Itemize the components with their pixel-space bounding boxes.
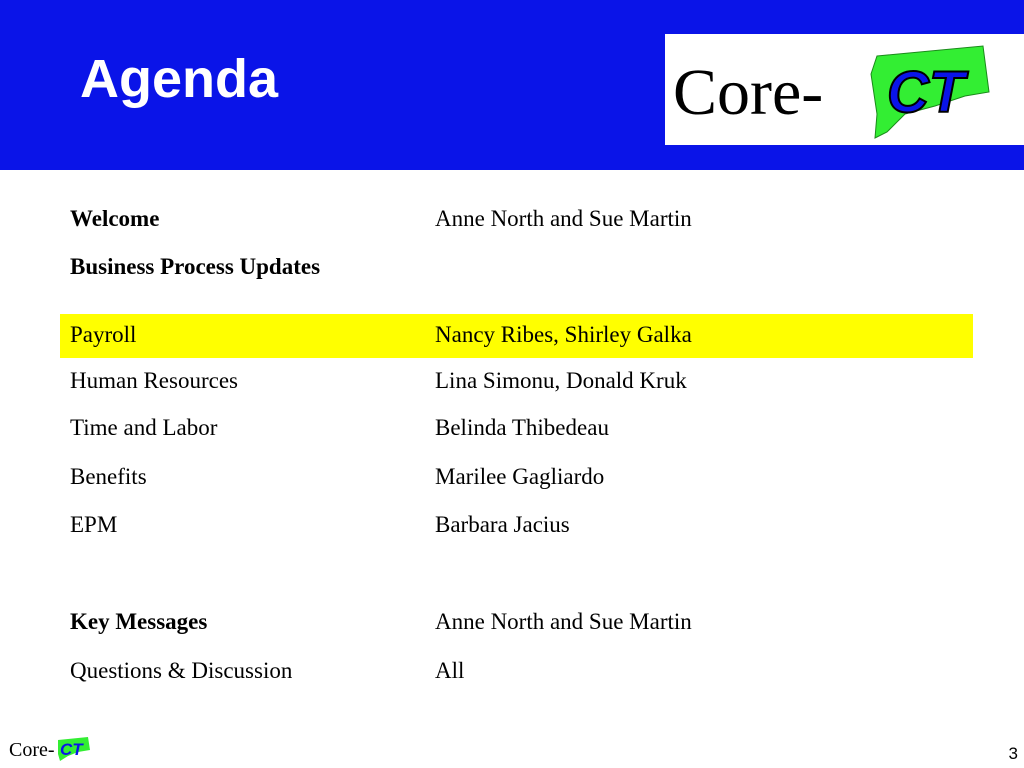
agenda-presenter: Anne North and Sue Martin <box>435 206 692 231</box>
agenda-topic: Time and Labor <box>70 415 218 440</box>
svg-text:CT: CT <box>887 60 965 125</box>
agenda-row-questions <box>60 650 973 694</box>
agenda-presenter: Belinda Thibedeau <box>435 415 609 440</box>
svg-text:CT: CT <box>60 740 83 759</box>
agenda-presenter: Marilee Gagliardo <box>435 464 605 489</box>
agenda-row-business-process <box>60 246 973 290</box>
svg-text:Core-: Core- <box>673 56 824 129</box>
agenda-topic: Payroll <box>70 322 137 347</box>
agenda-topic: Welcome <box>70 206 160 231</box>
svg-text:Core-: Core- <box>9 739 55 761</box>
agenda-presenter: Lina Simonu, Donald Kruk <box>435 368 687 393</box>
agenda-topic: EPM <box>70 512 118 537</box>
agenda-row-benefits <box>60 456 973 500</box>
agenda-topic: Benefits <box>70 464 147 489</box>
agenda-row-welcome <box>60 198 973 242</box>
agenda-presenter: Anne North and Sue Martin <box>435 609 692 634</box>
core-ct-logo-graphic <box>665 34 1024 145</box>
agenda-presenter: Barbara Jacius <box>435 512 570 537</box>
footer-core-ct-logo <box>8 734 92 764</box>
agenda-topic: Human Resources <box>70 368 238 393</box>
slide-title: Agenda <box>80 49 279 109</box>
agenda-topic: Questions & Discussion <box>70 658 293 683</box>
page-number: 3 <box>1008 744 1018 763</box>
agenda-presenter: All <box>435 658 465 683</box>
agenda-topic: Key Messages <box>70 609 208 634</box>
agenda-row-time-and-labor <box>60 407 973 451</box>
agenda-row-human-resources <box>60 360 973 404</box>
agenda-row-epm <box>60 504 973 548</box>
agenda-row-payroll <box>60 314 973 358</box>
agenda-topic: Business Process Updates <box>70 254 321 279</box>
core-ct-logo <box>665 34 1024 145</box>
title-bar <box>0 0 1024 170</box>
agenda-presenter: Nancy Ribes, Shirley Galka <box>435 322 692 347</box>
agenda-row-key-messages <box>60 601 973 645</box>
